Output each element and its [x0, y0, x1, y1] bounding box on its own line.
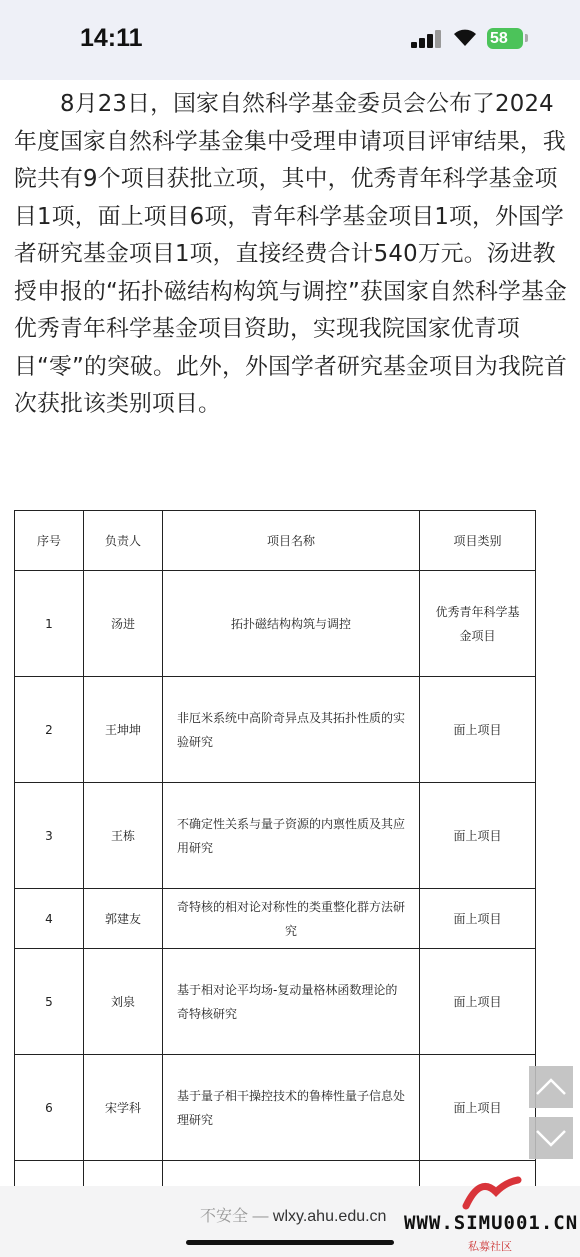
cell-index: 5 [15, 949, 84, 1055]
header-index: 序号 [15, 511, 84, 571]
cell-project-name: 非厄米系统中高阶奇异点及其拓扑性质的实验研究 [163, 677, 420, 783]
cell-index: 3 [15, 783, 84, 889]
cell-project-name: 奇特核的相对论对称性的类重整化群方法研究 [163, 889, 420, 949]
url-display[interactable] [200, 1203, 386, 1226]
cell-leader: 宋学科 [84, 1055, 163, 1161]
table-header [15, 511, 536, 571]
cell-project-name: 基于相对论平均场-复动量格林函数理论的奇特核研究 [163, 949, 420, 1055]
cellular-signal-icon [411, 30, 443, 48]
cell-leader: 刘泉 [84, 949, 163, 1055]
cell-category: 面上项目 [420, 889, 536, 949]
header-leader: 负责人 [84, 511, 163, 571]
battery-tip [525, 34, 528, 42]
status-bar [0, 0, 580, 80]
clock: 14:11 [80, 24, 143, 52]
scroll-up-button[interactable] [529, 1066, 573, 1108]
chevron-down-icon [529, 1117, 573, 1159]
table-row [15, 889, 536, 949]
table-row [15, 949, 536, 1055]
watermark-logo-icon [462, 1176, 522, 1212]
article-paragraph: 8月23日，国家自然科学基金委员会公布了2024年度国家自然科学基金集中受理申请项目评审结果，我院共有9个项目获批立项，其中，优秀青年科学基金项目1项，面上项目6项，青年科学基金项目1项，外国学者研究基金项目1项，直接经费合计540万元。汤进教授申报的“拓扑磁结构构筑与调控”获国家自然科学基金优秀青年科学基金项目资助，实现我院国家优青项目“零”的突破。此外，外国学者研究基金项目为我院首次获批该类别项目。 [14, 91, 567, 417]
home-indicator[interactable] [186, 1240, 394, 1245]
chevron-up-icon [529, 1066, 573, 1108]
table-row [15, 1055, 536, 1161]
table-row [15, 571, 536, 677]
cell-index: 4 [15, 889, 84, 949]
watermark-text: WWW.SIMU001.CN [404, 1212, 579, 1234]
cell-category: 面上项目 [420, 677, 536, 783]
cell-project-name: 不确定性关系与量子资源的内禀性质及其应用研究 [163, 783, 420, 889]
cell-project-name: 拓扑磁结构构筑与调控 [163, 571, 420, 677]
cell-category: 面上项目 [420, 1055, 536, 1161]
battery-indicator: 58 [487, 28, 523, 49]
project-table [14, 510, 536, 1201]
cell-category: 面上项目 [420, 949, 536, 1055]
table-row [15, 677, 536, 783]
url-text: wlxy.ahu.edu.cn [272, 1208, 387, 1225]
header-project-name: 项目名称 [163, 511, 420, 571]
cell-leader: 郭建友 [84, 889, 163, 949]
cell-category: 面上项目 [420, 783, 536, 889]
cell-project-name: 基于量子相干操控技术的鲁棒性量子信息处理研究 [163, 1055, 420, 1161]
cell-leader: 王坤坤 [84, 677, 163, 783]
scroll-down-button[interactable] [529, 1117, 573, 1159]
cell-index: 6 [15, 1055, 84, 1161]
cell-category: 优秀青年科学基金项目 [420, 571, 536, 677]
cell-index: 1 [15, 571, 84, 677]
wifi-icon [451, 25, 479, 47]
cell-leader: 汤进 [84, 571, 163, 677]
cell-leader: 王栋 [84, 783, 163, 889]
cell-index: 2 [15, 677, 84, 783]
table-row [15, 783, 536, 889]
watermark-subtext: 私募社区 [468, 1240, 512, 1253]
header-category: 项目类别 [420, 511, 536, 571]
insecure-label: 不安全 — [200, 1208, 269, 1225]
